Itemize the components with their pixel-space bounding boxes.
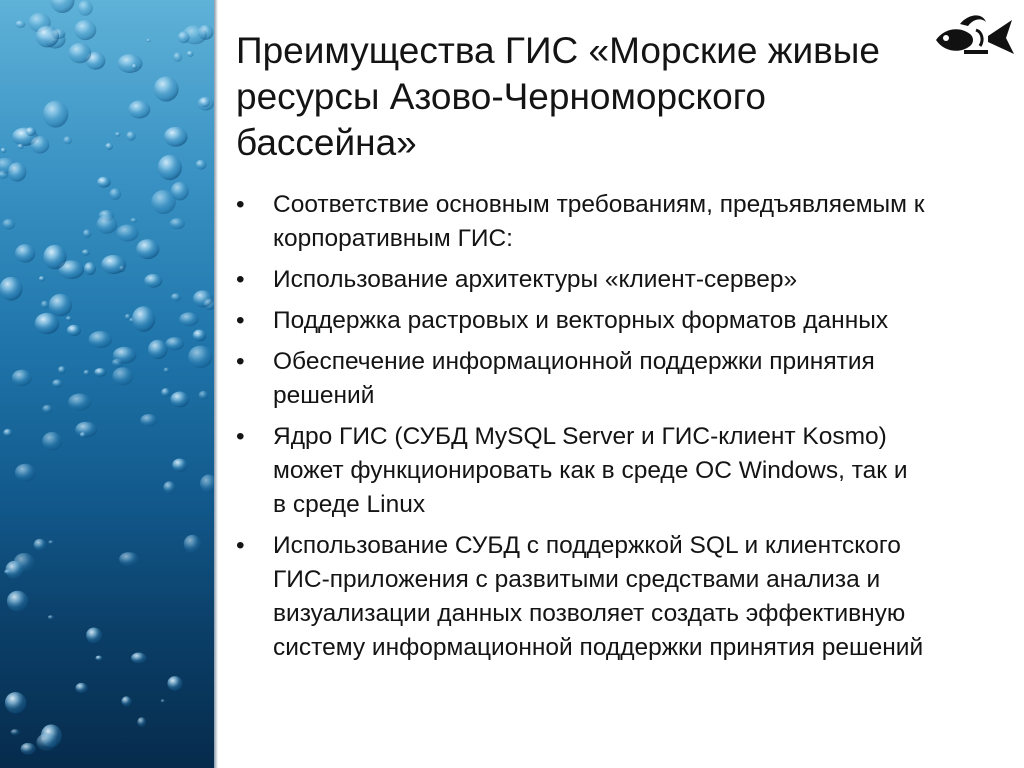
bullet-text: Обеспечение информационной поддержки принятия решений bbox=[273, 348, 875, 409]
bubble bbox=[43, 101, 68, 128]
bubble bbox=[121, 696, 131, 706]
bullet-marker: • bbox=[236, 532, 245, 559]
bubble bbox=[12, 370, 32, 386]
bubble bbox=[101, 255, 126, 274]
bubble bbox=[164, 127, 188, 147]
water-bubbles-image bbox=[0, 0, 214, 768]
bubble bbox=[50, 0, 74, 13]
list-item bbox=[236, 304, 926, 338]
bubble bbox=[36, 26, 59, 48]
bubble bbox=[2, 219, 15, 230]
list-item bbox=[236, 420, 926, 522]
bubble bbox=[132, 306, 155, 332]
bullet-text: Соответствие основным требованиям, предъявляемым к корпоративным ГИС: bbox=[273, 191, 925, 252]
bullet-list bbox=[236, 188, 926, 672]
bubble bbox=[48, 615, 54, 619]
bubble bbox=[137, 717, 146, 727]
bubble bbox=[94, 368, 106, 377]
bubble bbox=[36, 733, 56, 750]
bubble bbox=[80, 432, 87, 438]
bubble bbox=[34, 539, 47, 551]
bubble bbox=[117, 225, 139, 242]
bubbles-graphic bbox=[0, 0, 214, 768]
bubble bbox=[84, 262, 96, 275]
bubble bbox=[35, 313, 60, 334]
bubble bbox=[172, 459, 187, 472]
bubble bbox=[42, 432, 62, 451]
bubble bbox=[193, 290, 213, 307]
bubble bbox=[187, 51, 194, 57]
bubble bbox=[8, 162, 26, 182]
bubble bbox=[196, 160, 207, 170]
bubble bbox=[15, 20, 25, 27]
bubble bbox=[52, 379, 63, 387]
bubble bbox=[151, 190, 176, 214]
bullet-marker: • bbox=[236, 307, 245, 334]
bubble bbox=[173, 52, 182, 62]
bubble bbox=[78, 0, 93, 16]
bubble bbox=[158, 155, 182, 180]
bubble bbox=[49, 294, 72, 317]
bubble bbox=[126, 131, 135, 140]
list-item bbox=[236, 263, 926, 297]
bubble bbox=[41, 301, 49, 309]
bubble bbox=[68, 43, 91, 63]
bubble bbox=[1, 148, 7, 153]
bubble bbox=[148, 340, 168, 360]
bubble bbox=[63, 136, 72, 144]
bubble bbox=[95, 656, 102, 661]
bubble bbox=[48, 540, 53, 544]
bullet-text: Использование СУБД с поддержкой SQL и клиентского ГИС-приложения с развитыми средствами анализа и визуализации данных позволяет создать эффективную систему информационной поддержки принятия решений bbox=[273, 532, 924, 661]
bubble bbox=[112, 367, 133, 385]
bullet-marker: • bbox=[236, 423, 245, 450]
list-item bbox=[236, 345, 926, 413]
bubble bbox=[154, 76, 179, 101]
bubble bbox=[171, 293, 181, 301]
bullet-marker: • bbox=[236, 191, 245, 218]
bubble bbox=[167, 676, 182, 691]
bubble bbox=[136, 239, 159, 259]
bubble bbox=[193, 330, 207, 342]
slide-title: Преимущества ГИС «Морские живые ресурсы Азово-Черноморского бассейна» bbox=[236, 30, 880, 163]
bullet-marker: • bbox=[236, 266, 245, 293]
bubble bbox=[170, 218, 185, 229]
bubble bbox=[3, 429, 13, 437]
list-item bbox=[236, 529, 926, 665]
bubble bbox=[68, 394, 91, 411]
bubble bbox=[131, 653, 146, 664]
bullet-text: Поддержка растровых и векторных форматов данных bbox=[273, 307, 889, 334]
bubble bbox=[113, 347, 137, 364]
bubble bbox=[184, 535, 201, 553]
bubble bbox=[7, 591, 28, 612]
bubble bbox=[84, 370, 90, 376]
bubble bbox=[97, 215, 118, 234]
bubble bbox=[76, 683, 88, 693]
bullet-marker: • bbox=[236, 348, 245, 375]
fish-logo-icon bbox=[930, 10, 1018, 66]
bubble bbox=[132, 64, 137, 69]
bubble bbox=[188, 346, 212, 369]
bubble bbox=[0, 277, 23, 301]
bubble bbox=[119, 552, 139, 566]
list-item bbox=[236, 188, 926, 256]
bubble bbox=[21, 743, 36, 755]
bubble bbox=[17, 144, 24, 149]
bubble bbox=[200, 98, 210, 108]
bubble bbox=[170, 392, 189, 408]
bubble bbox=[15, 244, 35, 263]
bubble bbox=[31, 136, 50, 154]
bubble bbox=[165, 337, 184, 350]
bullet-text: Ядро ГИС (СУБД MySQL Server и ГИС-клиент Kosmo) может функционировать как в среде ОС Windows, так и в среде Linux bbox=[273, 423, 908, 518]
bubble bbox=[118, 54, 143, 73]
bubble bbox=[74, 20, 96, 40]
bubble bbox=[66, 316, 72, 321]
bubble bbox=[200, 475, 214, 494]
bubble bbox=[130, 218, 137, 223]
bubble bbox=[146, 39, 150, 43]
bubble bbox=[83, 229, 91, 237]
bubble bbox=[58, 366, 66, 374]
bubble bbox=[128, 100, 150, 118]
bubble bbox=[42, 405, 53, 414]
bubble bbox=[179, 312, 199, 326]
bullet-text: Использование архитектуры «клиент-сервер» bbox=[273, 266, 798, 293]
bubble bbox=[164, 368, 170, 373]
bubble bbox=[115, 132, 121, 136]
bubble bbox=[140, 414, 157, 427]
bubble bbox=[26, 127, 36, 136]
panel-divider bbox=[214, 0, 218, 768]
bubble bbox=[199, 391, 209, 400]
bubble bbox=[97, 177, 111, 188]
bubble bbox=[110, 188, 122, 200]
bubble bbox=[39, 276, 45, 281]
bubble bbox=[11, 729, 20, 735]
bubble bbox=[144, 274, 162, 288]
bubble bbox=[178, 31, 190, 43]
bubble bbox=[161, 388, 170, 397]
bubble bbox=[161, 699, 165, 703]
bubble bbox=[43, 245, 66, 270]
bubble bbox=[5, 561, 23, 579]
bubble bbox=[82, 249, 90, 255]
bubble bbox=[5, 692, 26, 713]
bubble bbox=[86, 628, 102, 644]
bubble bbox=[67, 325, 81, 336]
bubble bbox=[89, 331, 113, 348]
bubble bbox=[105, 143, 113, 150]
bubble bbox=[15, 464, 36, 482]
bubble bbox=[163, 481, 175, 493]
